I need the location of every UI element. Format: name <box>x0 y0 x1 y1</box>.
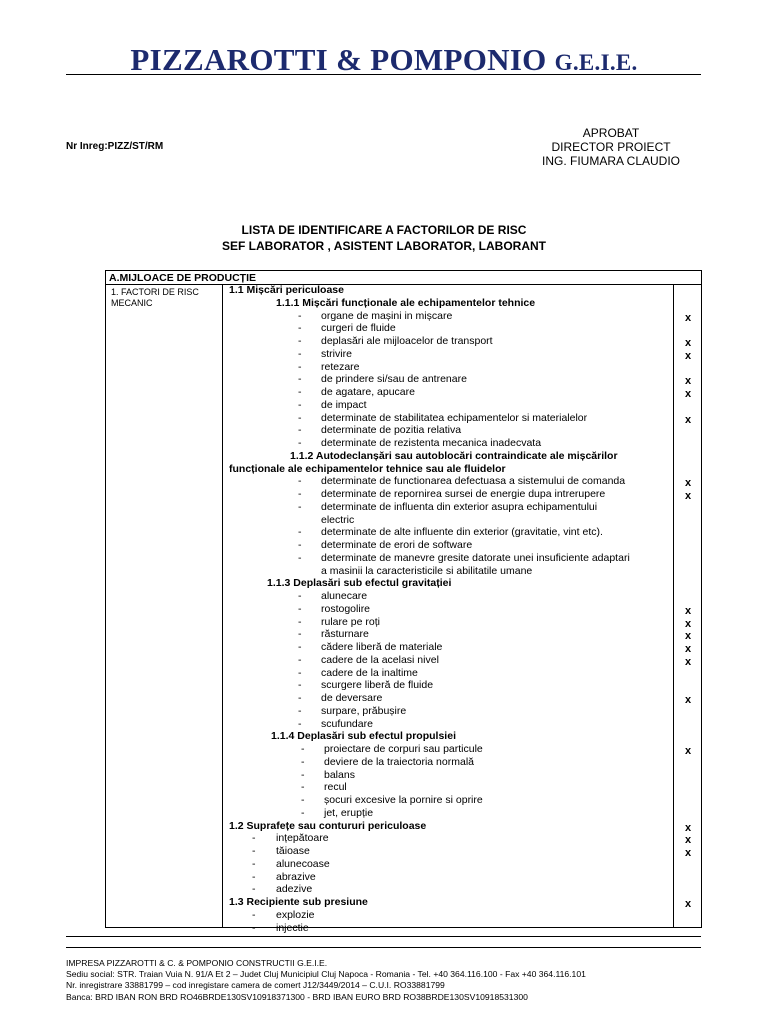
list-dash: - <box>298 692 302 704</box>
approval-line-1: APROBAT <box>582 126 640 140</box>
list-dash: - <box>298 500 302 513</box>
list-dash: - <box>298 704 302 717</box>
risk-item: determinate de pozitia relativa <box>321 424 462 437</box>
list-dash: - <box>252 832 256 845</box>
list-dash: - <box>301 743 305 755</box>
approval-line-3: ING. FIUMARA CLAUDIO <box>541 154 681 168</box>
risk-item: de impact <box>321 398 367 411</box>
risk-item: surpare, prăbușire <box>321 704 407 717</box>
list-dash: - <box>298 322 302 335</box>
list-dash: - <box>298 411 302 424</box>
risk-item: de agatare, apucare <box>321 386 415 398</box>
list-dash: - <box>298 551 302 564</box>
list-dash: - <box>298 641 302 653</box>
applicable-mark: x <box>684 604 692 617</box>
risk-item: determinate de repornirea sursei de energie dupa intrerupere <box>321 488 606 500</box>
risk-item: determinate de functionarea defectuasa a sistemului de comanda <box>321 475 626 488</box>
list-dash: - <box>298 526 302 539</box>
risk-item: cădere liberă de materiale <box>321 641 443 653</box>
list-dash: - <box>298 679 302 692</box>
risk-item: explozie <box>276 908 315 921</box>
risk-heading: 1.1 Mișcări periculoase <box>229 284 344 296</box>
list-dash: - <box>301 768 305 781</box>
risk-item: rulare pe roți <box>321 615 380 628</box>
list-dash: - <box>298 437 302 449</box>
list-dash: - <box>298 398 302 411</box>
risk-item: cadere de la inaltime <box>321 666 418 679</box>
risk-item: deplasări ale mijloacelor de transport <box>321 335 493 347</box>
risk-heading: 1.1.4 Deplasări sub efectul propulsiei <box>271 730 456 743</box>
list-dash: - <box>252 908 256 921</box>
applicable-mark: x <box>684 413 692 426</box>
risk-item: șocuri excesive la pornire si oprire <box>324 794 483 806</box>
footer-company: IMPRESA PIZZAROTTI & C. & POMPONIO CONSTRUCTII G.E.I.E. <box>66 958 328 968</box>
list-dash: - <box>301 755 305 768</box>
list-dash: - <box>298 475 302 488</box>
risk-item: recul <box>324 781 347 794</box>
list-dash: - <box>298 628 302 641</box>
applicable-mark: x <box>684 388 692 400</box>
risk-item: jet, erupție <box>324 806 374 819</box>
list-dash: - <box>301 794 305 806</box>
list-dash: - <box>298 309 302 322</box>
risk-heading: 1.1.2 Autodeclanșări sau autoblocări contraindicate ale mișcărilor <box>290 449 618 462</box>
risk-item: injectie <box>276 921 309 934</box>
risk-item: determinate de manevre gresite datorate unei insuficiente adaptari <box>321 551 630 564</box>
header-rule <box>66 74 701 75</box>
applicable-mark: x <box>684 821 692 834</box>
list-dash: - <box>298 653 302 666</box>
risk-item: determinate de alte influente din exterior (gravitatie, vint etc). <box>321 526 603 539</box>
list-dash: - <box>298 386 302 398</box>
list-dash: - <box>301 781 305 794</box>
risk-item: cadere de la acelasi nivel <box>321 653 439 666</box>
list-dash: - <box>298 488 302 500</box>
risk-item: alunecoase <box>276 857 330 870</box>
applicable-mark: x <box>684 349 692 362</box>
list-dash: - <box>298 615 302 628</box>
applicable-mark: x <box>684 898 692 910</box>
risk-heading: funcționale ale echipamentelor tehnice sau ale fluidelor <box>229 462 506 475</box>
list-dash: - <box>298 666 302 679</box>
risk-item: ințepătoare <box>276 832 329 845</box>
risk-item: scurgere liberă de fluide <box>321 679 434 692</box>
risk-heading: 1.3 Recipiente sub presiune <box>229 896 368 908</box>
list-dash: - <box>298 347 302 360</box>
footer-rule-top <box>66 936 701 937</box>
section-header: A.MIJLOACE DE PRODUCȚIE <box>106 271 701 285</box>
applicable-mark: x <box>684 643 692 655</box>
list-dash: - <box>252 921 256 934</box>
list-dash: - <box>298 539 302 551</box>
list-dash: - <box>298 424 302 437</box>
applicable-mark: x <box>684 847 692 859</box>
applicable-mark: x <box>684 617 692 630</box>
risk-item: deviere de la traiectoria normală <box>324 755 474 768</box>
list-dash: - <box>298 717 302 730</box>
applicable-mark: x <box>684 745 692 757</box>
list-dash: - <box>298 335 302 347</box>
list-dash: - <box>252 870 256 883</box>
company-title <box>0 42 768 78</box>
company-suffix: G.E.I.E. <box>554 50 638 75</box>
company-name: PIZZAROTTI & POMPONIO <box>130 42 547 77</box>
list-dash: - <box>298 360 302 373</box>
risk-item: de deversare <box>321 692 383 704</box>
document-title-line-2: SEF LABORATOR , ASISTENT LABORATOR, LABORANT <box>222 239 546 253</box>
risk-heading: 1.1.1 Mișcări funcționale ale echipamentelor tehnice <box>276 296 536 309</box>
applicable-mark: x <box>684 375 692 388</box>
risk-heading: 1.2 Suprafețe sau contururi periculoase <box>229 819 427 832</box>
applicable-mark: x <box>684 834 692 847</box>
approval-block <box>498 126 724 168</box>
document-title <box>0 222 768 254</box>
risk-item: de prindere si/sau de antrenare <box>321 373 467 386</box>
list-dash: - <box>252 857 256 870</box>
risk-item: adezive <box>276 883 313 896</box>
footer-registration: Nr. inregistrare 33881799 – cod inregistare camera de comert J12/3449/2014 – C.U.I. RO33881799 <box>66 980 445 991</box>
applicable-mark: x <box>684 490 692 502</box>
applicable-mark: x <box>684 337 692 349</box>
applicable-mark: x <box>684 630 692 643</box>
list-dash: - <box>301 806 305 819</box>
applicable-mark: x <box>684 477 692 490</box>
applicable-mark: x <box>684 694 692 706</box>
footer <box>66 958 746 1003</box>
risk-item: retezare <box>321 360 360 373</box>
column-divider <box>222 285 223 927</box>
risk-item: rostogolire <box>321 602 371 615</box>
list-dash: - <box>298 602 302 615</box>
risk-item: scufundare <box>321 717 373 730</box>
list-dash: - <box>298 373 302 386</box>
factor-category: 1. FACTORI DE RISC MECANIC <box>111 287 199 308</box>
risk-item: proiectare de corpuri sau particule <box>324 743 483 755</box>
risk-item: determinate de influenta din exterior asupra echipamentului <box>321 500 598 513</box>
registration-number: Nr Inreg:PIZZ/ST/RM <box>66 141 164 152</box>
list-dash: - <box>298 590 302 602</box>
risk-item: alunecare <box>321 590 368 602</box>
risk-item: răsturnare <box>321 628 369 641</box>
approval-line-2: DIRECTOR PROIECT <box>551 140 671 154</box>
risk-item: balans <box>324 768 355 781</box>
footer-rule-bottom <box>66 947 701 948</box>
risk-item: tăioase <box>276 845 310 857</box>
footer-address: Sediu social: STR. Traian Vuia N. 91/A Et 2 – Judet Cluj Municipiul Cluj Napoca - Romania - Tel. +40 364.116.100 - Fax +40 364.116.101 <box>66 969 586 980</box>
list-dash: - <box>252 845 256 857</box>
risk-item: a masinii la caracteristicile si abilitatile umane <box>321 564 533 577</box>
list-dash: - <box>252 883 256 896</box>
risk-heading: 1.1.3 Deplasări sub efectul gravitației <box>267 577 452 590</box>
applicable-mark: x <box>684 311 692 324</box>
risk-item: abrazive <box>276 870 316 883</box>
risk-item: organe de mașini in mișcare <box>321 309 453 322</box>
risk-item: determinate de rezistenta mecanica inadecvata <box>321 437 542 449</box>
risk-item: determinate de stabilitatea echipamentelor si materialelor <box>321 411 588 424</box>
applicable-mark: x <box>684 655 692 668</box>
column-divider <box>673 285 674 927</box>
footer-bank: Banca: BRD IBAN RON BRD RO46BRDE130SV10918371300 - BRD IBAN EURO BRD RO38BRDE130SV10918531300 <box>66 991 528 1002</box>
risk-item: determinate de erori de software <box>321 539 473 551</box>
document-title-line-1: LISTA DE IDENTIFICARE A FACTORILOR DE RISC <box>241 223 527 237</box>
risk-item: electric <box>321 513 355 526</box>
risk-item: strivire <box>321 347 352 360</box>
risk-item: curgeri de fluide <box>321 322 396 335</box>
